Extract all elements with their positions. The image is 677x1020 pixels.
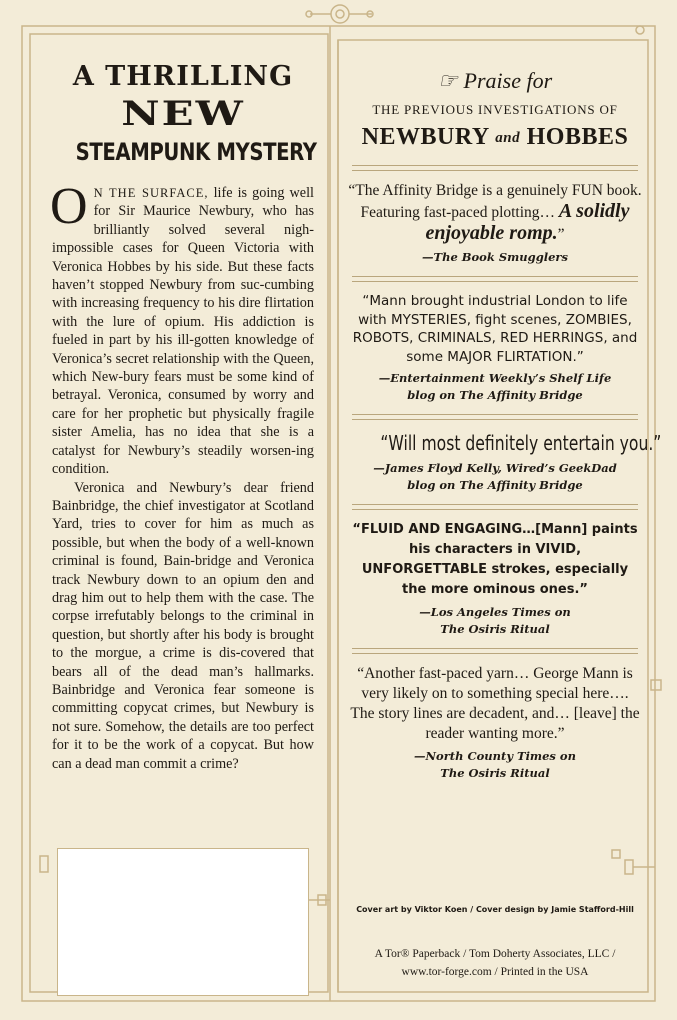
quote-3-text: “Will most definitely entertain you.” <box>380 431 662 455</box>
quote-2-attribution <box>348 370 642 404</box>
quote-5 <box>346 654 644 792</box>
quote-1-part1: “The Affinity Bridge is a genuinely FUN book. Featuring fast-paced plotting… <box>348 182 642 221</box>
synopsis-column <box>50 61 317 773</box>
quote-1-emphasis: A solidly enjoyable romp. <box>425 200 630 244</box>
cover-credit: Cover art by Viktor Koen / Cover design by Jamie Stafford-Hill <box>356 905 634 914</box>
quote-1-attribution: —The Book Smugglers <box>422 250 568 264</box>
previous-investigations: THE PREVIOUS INVESTIGATIONS OF <box>372 102 618 117</box>
praise-title: Praise for <box>463 68 553 93</box>
publisher-line1: A Tor® Paperback / Tom Doherty Associates, LLC / <box>374 948 616 960</box>
headline-line2: NEW <box>121 94 245 134</box>
quote-3 <box>346 420 662 504</box>
praise-heading <box>346 68 644 94</box>
quote-2 <box>346 282 644 414</box>
dropcap: O <box>50 178 88 235</box>
quote-5-attribution-line1: —North County Times on <box>414 749 576 763</box>
quote-5-text: “Another fast-paced yarn… George Mann is very likely on to something special here…. The story lines are decadent, and… [leave] the reader wanting more.” <box>350 665 640 742</box>
synopsis-paragraph-2: Veronica and Newbury’s dear friend Bainbridge, the chief investigator at Scotland Yard, tries to cover for him as much as possible, but when the body of a well-known criminal is found, Bain-bridge and Veronica track Newbury down to an opium den and drag him out to help them with the case. The corpse irrefutably belongs to the criminal in question, but shortly after his body is brought to the morgue, a crime is dis-covered that bears all of the dead man’s hallmarks. Bainbridge and Veronica fear someone is committing copycat crimes, but Newbury is not sure. Somehow, the details are too perfect for it to be the work of a copycat. But how can a dead man commit a crime? <box>52 479 314 772</box>
praise-column <box>346 68 662 792</box>
quote-1-close: ” <box>557 226 565 243</box>
quote-4 <box>346 510 644 648</box>
lead-in: N THE SURFACE, <box>93 186 209 200</box>
quote-2-text: “Mann brought industrial London to life with MYSTERIES, fight scenes, ZOMBIES, ROBOTS, CRIMINALS, RED HERRINGS, and some MAJOR FLIRTATION.” <box>352 293 638 365</box>
headline-line3: STEAMPUNK MYSTERY <box>75 138 317 166</box>
quote-1-text <box>348 181 642 245</box>
paragraph-1-text: life is going well for Sir Maurice Newbury, who has brilliantly solved several nigh-impossible cases for Queen Victoria with Veronica Hobbes by his side. But these facts haven’t stopped Newbury from suc-cumbing with increasing frequency to his dire flirtation with the lure of opium. His addiction is fueled in part by his ill-gotten knowledge of Veronica’s secret relationship with the Queen, which New-bury fears must be some kind of betrayal. Veronica, consumed by worry and care for her prophetic but physically fragile sister Amelia, has no idea that she is a catalyst for Newbury’s steadily worsen-ing condition. <box>52 185 314 478</box>
headline-line1: A THRILLING <box>72 61 294 92</box>
quote-5-attribution <box>348 748 642 782</box>
series-name-a: NEWBURY <box>361 124 489 150</box>
quote-1 <box>346 171 644 276</box>
barcode-area <box>57 848 309 996</box>
quote-3-attribution <box>348 460 642 494</box>
pointing-hand-icon: ☞ <box>437 68 458 93</box>
synopsis-body <box>50 178 314 773</box>
quote-3-attribution-line1: —James Floyd Kelly, Wired’s GeekDad <box>373 461 617 475</box>
quote-4-attribution-line1: —Los Angeles Times on <box>419 605 571 619</box>
publisher-line2: www.tor-forge.com / Printed in the USA <box>401 966 589 978</box>
quote-4-attribution-line2: The Osiris Ritual <box>440 622 550 636</box>
series-name-b: HOBBES <box>526 124 629 150</box>
series-ampersand: and <box>495 129 521 146</box>
quote-2-attribution-line2: blog on The Affinity Bridge <box>407 388 583 402</box>
synopsis-paragraph-1 <box>50 178 314 479</box>
quote-5-attribution-line2: The Osiris Ritual <box>440 766 550 780</box>
publisher-info <box>346 945 644 981</box>
quote-4-text: “FLUID AND ENGAGING…[Mann] paints his characters in VIVID, UNFORGETTABLE strokes, especially the more ominous ones.” <box>352 522 638 597</box>
quote-2-attribution-line1: —Entertainment Weekly’s Shelf Life <box>378 371 612 385</box>
series-title <box>346 124 644 151</box>
quote-3-attribution-line2: blog on The Affinity Bridge <box>407 478 583 492</box>
quote-4-attribution <box>348 604 642 638</box>
